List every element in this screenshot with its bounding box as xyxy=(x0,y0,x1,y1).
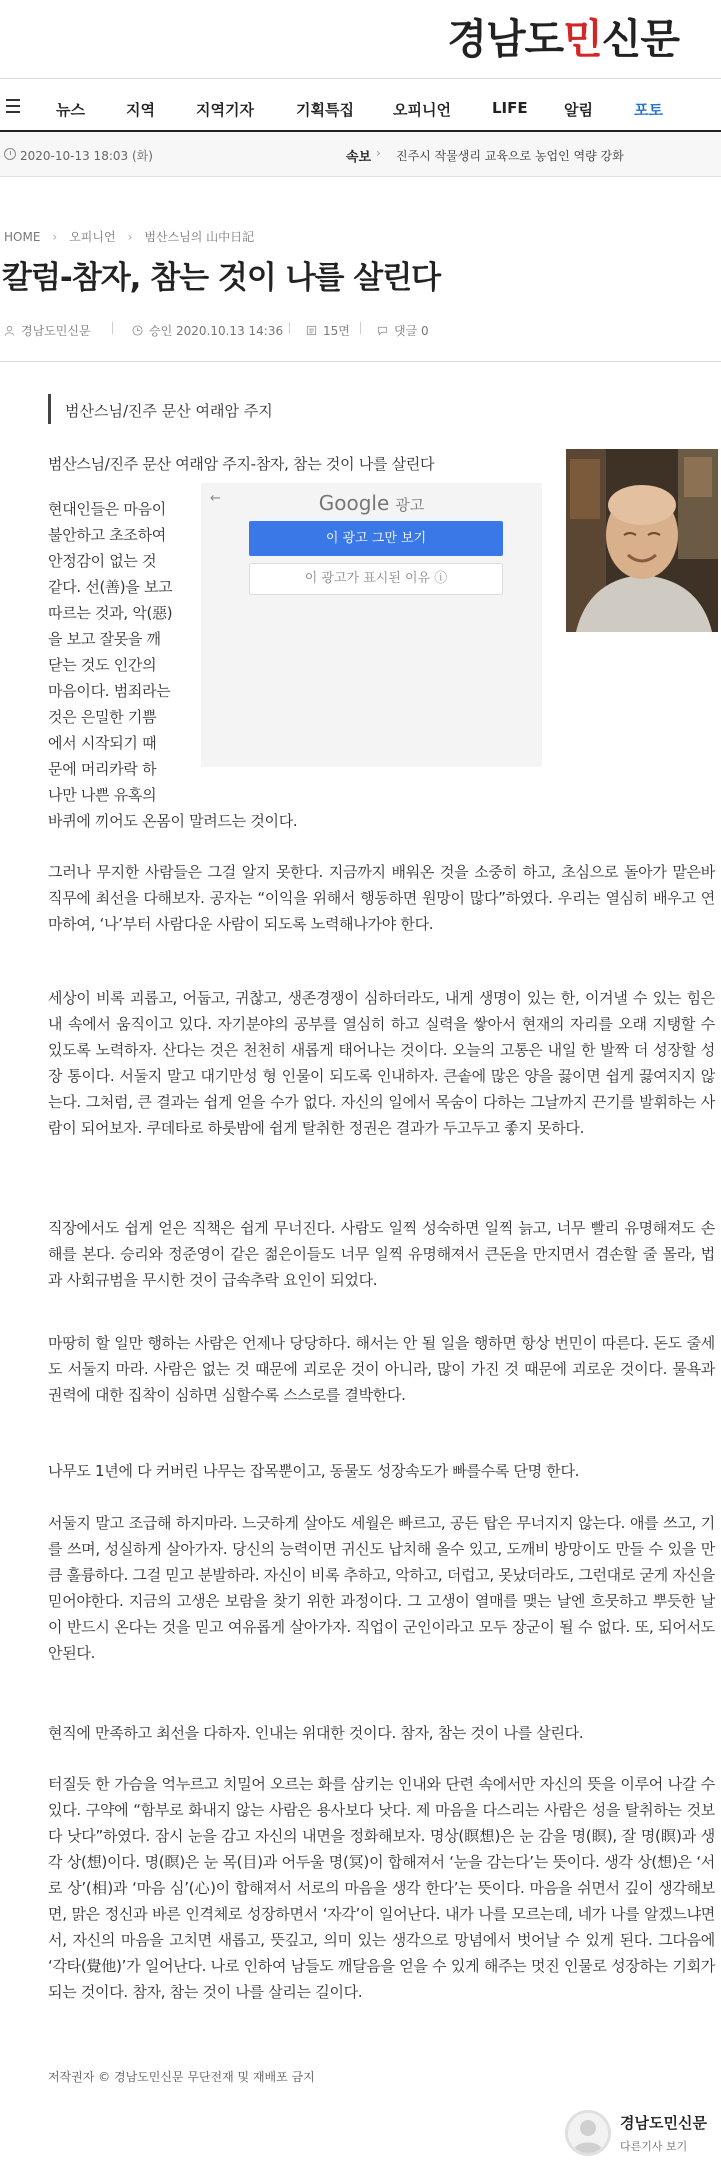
more-articles-site: 경남도민신문 xyxy=(620,2114,707,2132)
paragraph-line: 마음이다. 범죄라는 xyxy=(48,682,171,700)
nav-item-news[interactable]: 뉴스 xyxy=(56,101,85,119)
logo-main-text: 경남도 xyxy=(447,15,564,63)
meta-divider xyxy=(0,361,721,362)
nav-item-photo[interactable]: 포토 xyxy=(634,101,663,119)
meta-approved xyxy=(132,322,283,339)
article-paragraph-1-tail: 바퀴에 끼어도 온몸이 말려드는 것이다. xyxy=(48,812,298,830)
google-ad xyxy=(201,483,542,767)
publisher-name: 경남도민신문 xyxy=(21,324,91,338)
article-title: 칼럼-참자, 참는 것이 나를 살린다 xyxy=(2,260,441,296)
more-articles-label: 다른기사 보기 xyxy=(620,2140,688,2153)
meta-page xyxy=(306,322,350,339)
nav-item-region-reporter[interactable]: 지역기자 xyxy=(196,101,254,119)
nav-item-life[interactable]: LIFE xyxy=(492,99,528,117)
ad-brand: Google xyxy=(318,491,390,515)
copyright-notice: 저작권자 © 경남도민신문 무단전재 및 재배포 금지 xyxy=(48,2070,315,2084)
paragraph-line: 현대인들은 마음이 xyxy=(48,500,166,518)
site-logo[interactable] xyxy=(447,6,679,65)
more-articles-link[interactable] xyxy=(560,2100,721,2161)
meta-separator xyxy=(289,322,290,334)
approved-datetime: 승인 2020.10.13 14:36 xyxy=(149,324,284,338)
nav-item-notice[interactable]: 알림 xyxy=(564,101,593,119)
article-paragraph-6: 나무도 1년에 다 커버린 나무는 잡목뿐이고, 동물도 성장속도가 빠를수록 단명 한다. xyxy=(48,1462,580,1480)
meta-separator xyxy=(360,322,361,334)
article-paragraph-2: 그러나 무지한 사람들은 그걸 알지 못한다. 지금까지 배워온 것을 소중히 하고, 초심으로 돌아가 맡은바 직무에 최선을 다해보자. 공자는 “이익을 위해서 행동하면 원망이 많다”하였다. 우리는 열심히 배우고 연마하여, ‘나’부터 사람다운 사람이 되도록 노력해나가야 한다. xyxy=(48,863,715,933)
breadcrumb-home[interactable]: HOME xyxy=(4,230,41,244)
page-number: 15면 xyxy=(323,324,350,338)
article-paragraph-3: 세상이 비록 괴롭고, 어둡고, 귀찮고, 생존경쟁이 심하더라도, 내게 생명이 있는 한, 이겨낼 수 있는 힘은 내 속에서 움직이고 있다. 자기분야의 공부를 열심히 하고 실력을 쌓아서 현재의 자리를 오래 지탱할 수 있도록 노력하자. 산다는 것은 천천히 새롭게 태어나는 것이다. 오늘의 고통은 내일 한 발짝 더 성장할 성장 통이다. 서둘지 말고 대기만성 형 인물이 되도록 인내하자. 큰솥에 많은 양을 끓이면 쉽게 끓여지지 않는다. 그처럼, 큰 결과는 쉽게 얻을 수가 없다. 자신의 일에서 목숨이 다하는 그날까지 끈기를 발휘하는 사람이 되어보자. 쿠데타로 하룻밤에 쉽게 탈취한 정권은 결과가 두고두고 좋지 못하다. xyxy=(48,989,715,1137)
article-paragraph-9: 터질듯 한 가슴을 억누르고 치밀어 오르는 화를 삼키는 인내와 단련 속에서만 자신의 뜻을 이루어 나갈 수 있다. 구약에 “함부로 화내지 않는 사람은 용사보다 낫다. 제 마음을 다스리는 사람은 성을 탈취하는 것보다 낫다”하였다. 잠시 눈을 감고 자신의 내면을 정화해보자. 명상(瞑想)은 눈 감을 명(瞑), 잘 명(瞑)과 생각 상(想)이다. 명(瞑)은 눈 목(目)과 어두울 명(冥)이 합해져서 ‘눈을 감는다’는 뜻이다. 생각 상(想)은 ‘서로 상’(相)과 ‘마음 심’(心)이 합해져서 서로의 마음을 생각 한다’는 뜻이다. 마음을 쉬면서 깊이 생각해보면, 맑은 정신과 바른 인격체로 성장하면서 ‘자각’이 일어난다. 내가 나를 모르는데, 네가 나를 알겠느냐면서, 자신의 마음을 고치면 새롭고, 뜻깊고, 의미 있는 생각으로 망념에서 벗어날 수 있게 된다. 그다음에 ‘각타(覺他)’가 일어난다. 나로 인하여 남들도 깨달음을 얻을 수 있게 해주는 멋진 인물로 성장하는 기회가 되는 것이다. 참자, 참는 것이 나를 살리는 길이다. xyxy=(48,1775,715,2001)
default-avatar-icon xyxy=(568,2113,608,2153)
main-nav xyxy=(0,89,721,125)
paragraph-line: 에서 시작되기 때 xyxy=(48,734,157,752)
header-divider xyxy=(0,78,721,79)
paragraph-line: 불안하고 초조하여 xyxy=(48,526,166,544)
paragraph-line: 나만 나쁜 유혹의 xyxy=(48,786,157,804)
meta-comments[interactable] xyxy=(377,322,429,339)
paragraph-line: 같다. 선(善)을 보고 xyxy=(48,578,173,596)
article-intro: 범산스님/진주 문산 여래암 주지-참자, 참는 것이 나를 살린다 xyxy=(48,455,435,473)
nav-items xyxy=(0,89,721,125)
author-photo xyxy=(566,449,718,632)
article-byline xyxy=(48,394,721,424)
meta-publisher xyxy=(4,322,91,339)
logo-accent-text: 민 xyxy=(563,15,602,63)
chevron-right-icon: › xyxy=(52,230,58,244)
breaking-news-label: 속보 xyxy=(346,150,372,165)
breadcrumb-column[interactable]: 범산스님의 山中日記 xyxy=(144,230,255,244)
paragraph-line: 을 보고 잘못을 깨 xyxy=(48,630,161,648)
breaking-news-link[interactable]: 진주시 작물생리 교육으로 농업인 역량 강화 xyxy=(396,149,624,163)
article-paragraph-5: 마땅히 할 일만 행하는 사람은 언제나 당당하다. 해서는 안 될 일을 행하면 항상 번민이 따른다. 돈도 줄세도 서둘지 마라. 사람은 없는 것 때문에 괴로운 것이 아니라, 많이 가진 것 때문에 괴로운 것이다. 물욕과 권력에 대한 집착이 심하면 심할수록 스스로를 결박한다. xyxy=(48,1334,715,1404)
comment-icon xyxy=(377,325,388,336)
why-this-ad-button[interactable]: 이 광고가 표시된 이유 ⓘ xyxy=(249,563,503,595)
article-paragraph-8: 현직에 만족하고 최선을 다하자. 인내는 위대한 것이다. 참자, 참는 것이 나를 살린다. xyxy=(48,1724,584,1742)
nav-item-opinion[interactable]: 오피니언 xyxy=(393,101,451,119)
byline-text: 범산스님/진주 문산 여래암 주지 xyxy=(65,402,273,420)
paragraph-line: 안정감이 없는 것 xyxy=(48,552,157,570)
author-portrait-image xyxy=(566,449,718,632)
article-paragraph-1 xyxy=(48,496,198,808)
chevron-right-icon: › xyxy=(376,146,381,160)
user-icon xyxy=(4,325,15,336)
logo-tail-text: 신문 xyxy=(601,15,679,63)
paragraph-line: 문에 머리카락 하 xyxy=(48,760,157,778)
back-arrow-icon[interactable]: ← xyxy=(210,491,221,506)
newspaper-icon xyxy=(306,325,317,336)
current-date: 2020-10-13 18:03 (화) xyxy=(20,149,153,163)
clock-icon xyxy=(4,148,16,160)
ad-title xyxy=(201,491,542,515)
paragraph-line: 것은 은밀한 기쁨 xyxy=(48,708,157,726)
logo-bar xyxy=(0,0,721,80)
chevron-right-icon: › xyxy=(127,230,133,244)
article-paragraph-4: 직장에서도 쉽게 얻은 직책은 쉽게 무너진다. 사람도 일찍 성숙하면 일찍 늙고, 너무 빨리 유명해져도 손해를 본다. 승리와 정준영이 같은 젊은이들도 너무 일찍 유명해져서 큰돈을 만지면서 겸손할 줄 몰라, 법과 사회규범을 무시한 것이 급속추락 요인이 되었다. xyxy=(48,1219,715,1289)
avatar xyxy=(565,2110,611,2156)
paragraph-line: 닫는 것도 인간의 xyxy=(48,656,157,674)
meta-separator xyxy=(112,322,113,334)
ad-label: 광고 xyxy=(395,496,425,514)
info-bar xyxy=(0,132,721,177)
clock-icon xyxy=(132,325,143,336)
nav-item-region[interactable]: 지역 xyxy=(126,101,155,119)
comment-count: 댓글 0 xyxy=(394,324,429,338)
stop-ad-button[interactable]: 이 광고 그만 보기 xyxy=(249,521,503,556)
breadcrumb-section[interactable]: 오피니언 xyxy=(69,230,116,244)
article-paragraph-7: 서둘지 말고 조급해 하지마라. 느긋하게 살아도 세월은 빠르고, 공든 탑은 무너지지 않는다. 애를 쓰고, 기를 쓰며, 성실하게 살아가자. 당신의 능력이면 귀신도 납치해 올수 있고, 도깨비 방망이도 만들 수 있을 만큼 훌륭하다. 그걸 믿고 분발하라. 자신이 비록 추하고, 악하고, 더럽고, 못났더라도, 그런대로 굳게 자신을 믿어야한다. 지금의 고생은 보람을 찾기 위한 과정이다. 그 고생이 열매를 맺는 날엔 흐뭇하고 뿌듯한 날이 반드시 온다는 것을 믿고 여유롭게 살아가자. 직업이 군인이라고 모두 장군이 될 수 없다. 또, 되어서도 안된다. xyxy=(48,1514,715,1662)
nav-item-feature[interactable]: 기획특집 xyxy=(296,101,354,119)
breadcrumb xyxy=(4,228,254,245)
paragraph-line: 따르는 것과, 악(惡) xyxy=(48,604,173,622)
